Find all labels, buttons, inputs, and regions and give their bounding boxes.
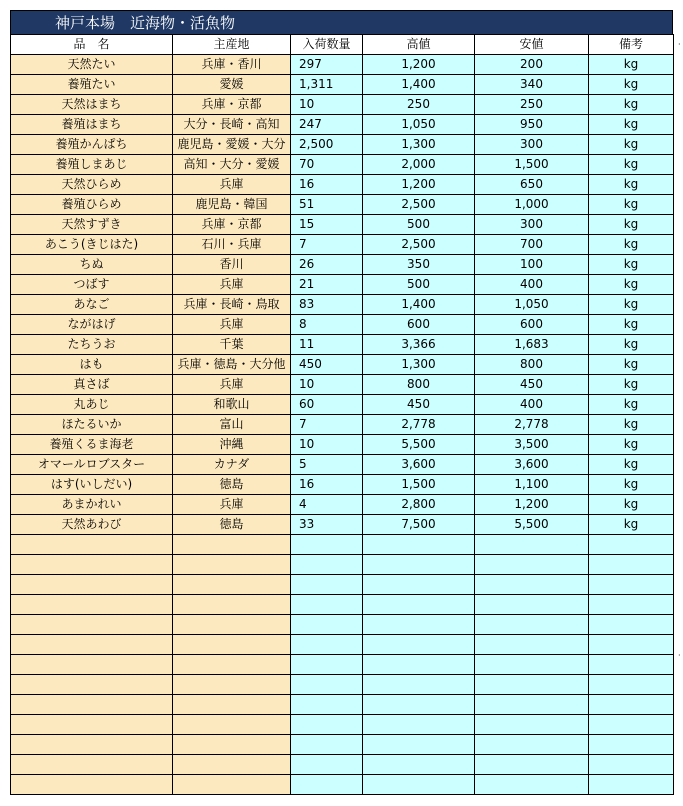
cell-high-empty[interactable] [363, 575, 475, 595]
cell-name[interactable]: 養殖かんぱち [11, 135, 173, 155]
cell-unit[interactable]: kg [589, 475, 674, 495]
table-row [11, 455, 674, 475]
empty-row [11, 595, 674, 615]
cell-low-empty[interactable] [475, 575, 589, 595]
cell-qty-empty[interactable] [291, 595, 363, 615]
cell-unit[interactable]: kg [589, 235, 674, 255]
cell-unit[interactable]: kg [589, 95, 674, 115]
cell-low-empty[interactable] [475, 735, 589, 755]
empty-row [11, 655, 674, 675]
cell-unit[interactable]: kg [589, 435, 674, 455]
cell-high-empty[interactable] [363, 615, 475, 635]
cell-name-empty[interactable] [11, 635, 173, 655]
cell-name[interactable]: 天然あわび [11, 515, 173, 535]
cell-low[interactable]: 1,100 [475, 475, 589, 495]
cell-name[interactable]: 養殖くるま海老 [11, 435, 173, 455]
cell-origin[interactable]: 兵庫・京都 [173, 95, 291, 115]
cell-qty[interactable]: 16 [291, 475, 363, 495]
header-row [11, 35, 674, 55]
edge-mark: · [678, 651, 681, 660]
empty-row [11, 675, 674, 695]
market-price-sheet [10, 10, 673, 795]
cell-name-empty[interactable] [11, 735, 173, 755]
table-row [11, 275, 674, 295]
table-row [11, 335, 674, 355]
empty-row [11, 535, 674, 555]
cell-origin[interactable]: 石川・兵庫 [173, 235, 291, 255]
cell-origin-empty[interactable] [173, 615, 291, 635]
cell-origin[interactable]: 鹿児島・愛媛・大分 [173, 135, 291, 155]
cell-qty[interactable]: 70 [291, 155, 363, 175]
cell-qty[interactable]: 11 [291, 335, 363, 355]
cell-unit[interactable]: kg [589, 395, 674, 415]
cell-high[interactable]: 2,778 [363, 415, 475, 435]
cell-qty[interactable]: 15 [291, 215, 363, 235]
table-row [11, 215, 674, 235]
cell-unit[interactable]: kg [589, 195, 674, 215]
cell-name[interactable]: あこう(きじはた) [11, 235, 173, 255]
cell-qty[interactable]: 83 [291, 295, 363, 315]
cell-unit-empty[interactable] [589, 675, 674, 695]
cell-high-empty[interactable] [363, 655, 475, 675]
cell-origin[interactable]: 兵庫 [173, 275, 291, 295]
edge-mark: · [678, 40, 681, 49]
cell-qty[interactable]: 297 [291, 55, 363, 75]
cell-high[interactable]: 1,500 [363, 475, 475, 495]
cell-low-empty[interactable] [475, 535, 589, 555]
cell-origin-empty[interactable] [173, 775, 291, 795]
cell-name[interactable]: あなご [11, 295, 173, 315]
cell-unit-empty[interactable] [589, 535, 674, 555]
header-name[interactable]: 品 名 [11, 35, 173, 55]
cell-qty[interactable]: 7 [291, 235, 363, 255]
cell-low[interactable]: 5,500 [475, 515, 589, 535]
empty-row [11, 735, 674, 755]
cell-origin[interactable]: 兵庫 [173, 175, 291, 195]
cell-origin-empty[interactable] [173, 715, 291, 735]
cell-qty[interactable]: 16 [291, 175, 363, 195]
cell-name[interactable]: 養殖ひらめ [11, 195, 173, 215]
cell-low-empty[interactable] [475, 655, 589, 675]
cell-origin-empty[interactable] [173, 595, 291, 615]
cell-unit[interactable]: kg [589, 415, 674, 435]
table-row [11, 55, 674, 75]
empty-row [11, 615, 674, 635]
cell-qty[interactable]: 10 [291, 435, 363, 455]
table-row [11, 395, 674, 415]
cell-low[interactable]: 1,000 [475, 195, 589, 215]
cell-qty-empty[interactable] [291, 715, 363, 735]
cell-low-empty[interactable] [475, 635, 589, 655]
cell-low[interactable]: 1,050 [475, 295, 589, 315]
cell-origin[interactable]: 沖縄 [173, 435, 291, 455]
cell-low[interactable]: 3,500 [475, 435, 589, 455]
cell-unit[interactable]: kg [589, 215, 674, 235]
cell-high[interactable]: 500 [363, 215, 475, 235]
cell-origin-empty[interactable] [173, 735, 291, 755]
cell-low[interactable]: 1,500 [475, 155, 589, 175]
cell-origin[interactable]: 徳島 [173, 515, 291, 535]
cell-high[interactable]: 800 [363, 375, 475, 395]
cell-high[interactable]: 7,500 [363, 515, 475, 535]
sheet-title: 神戸本場 近海物・活魚物 [10, 10, 673, 34]
table-row [11, 115, 674, 135]
cell-high-empty[interactable] [363, 755, 475, 775]
cell-qty[interactable]: 4 [291, 495, 363, 515]
table-row [11, 235, 674, 255]
cell-qty[interactable]: 10 [291, 95, 363, 115]
cell-high[interactable]: 2,500 [363, 195, 475, 215]
cell-qty[interactable]: 10 [291, 375, 363, 395]
cell-qty-empty[interactable] [291, 775, 363, 795]
cell-unit[interactable]: kg [589, 335, 674, 355]
cell-name-empty[interactable] [11, 535, 173, 555]
cell-qty[interactable]: 26 [291, 255, 363, 275]
cell-origin[interactable]: 兵庫・長崎・鳥取 [173, 295, 291, 315]
cell-name-empty[interactable] [11, 555, 173, 575]
cell-name[interactable]: たちうお [11, 335, 173, 355]
cell-low[interactable]: 100 [475, 255, 589, 275]
cell-name[interactable]: 天然たい [11, 55, 173, 75]
cell-unit-empty[interactable] [589, 735, 674, 755]
cell-low-empty[interactable] [475, 715, 589, 735]
cell-origin-empty[interactable] [173, 635, 291, 655]
cell-qty-empty[interactable] [291, 555, 363, 575]
cell-origin-empty[interactable] [173, 675, 291, 695]
table-row [11, 95, 674, 115]
cell-low[interactable]: 800 [475, 355, 589, 375]
cell-qty-empty[interactable] [291, 655, 363, 675]
cell-low[interactable]: 300 [475, 215, 589, 235]
cell-name-empty[interactable] [11, 575, 173, 595]
cell-unit[interactable]: kg [589, 115, 674, 135]
cell-qty-empty[interactable] [291, 755, 363, 775]
cell-unit[interactable]: kg [589, 355, 674, 375]
cell-origin[interactable]: 兵庫・香川 [173, 55, 291, 75]
cell-high[interactable]: 2,800 [363, 495, 475, 515]
cell-origin-empty[interactable] [173, 555, 291, 575]
cell-name[interactable]: 天然ひらめ [11, 175, 173, 195]
cell-origin[interactable]: 鹿児島・韓国 [173, 195, 291, 215]
cell-high[interactable]: 1,400 [363, 75, 475, 95]
cell-origin[interactable]: カナダ [173, 455, 291, 475]
cell-qty-empty[interactable] [291, 615, 363, 635]
cell-high[interactable]: 350 [363, 255, 475, 275]
cell-unit-empty[interactable] [589, 595, 674, 615]
cell-unit[interactable]: kg [589, 375, 674, 395]
cell-unit-empty[interactable] [589, 775, 674, 795]
table-row [11, 295, 674, 315]
cell-unit[interactable]: kg [589, 295, 674, 315]
cell-qty-empty[interactable] [291, 635, 363, 655]
cell-name[interactable]: 天然すずき [11, 215, 173, 235]
empty-row [11, 575, 674, 595]
cell-unit-empty[interactable] [589, 555, 674, 575]
cell-high-empty[interactable] [363, 715, 475, 735]
table-row [11, 135, 674, 155]
cell-low-empty[interactable] [475, 675, 589, 695]
cell-origin[interactable]: 香川 [173, 255, 291, 275]
cell-low[interactable]: 250 [475, 95, 589, 115]
cell-low-empty[interactable] [475, 695, 589, 715]
cell-qty-empty[interactable] [291, 535, 363, 555]
cell-high-empty[interactable] [363, 595, 475, 615]
cell-low[interactable]: 400 [475, 275, 589, 295]
cell-high[interactable]: 500 [363, 275, 475, 295]
cell-unit[interactable]: kg [589, 315, 674, 335]
empty-row [11, 555, 674, 575]
cell-high-empty[interactable] [363, 775, 475, 795]
table-row [11, 255, 674, 275]
cell-qty-empty[interactable] [291, 735, 363, 755]
cell-name-empty[interactable] [11, 655, 173, 675]
cell-low[interactable]: 3,600 [475, 455, 589, 475]
cell-low-empty[interactable] [475, 755, 589, 775]
table-body [11, 55, 674, 795]
cell-origin[interactable]: 徳島 [173, 475, 291, 495]
table-row [11, 195, 674, 215]
cell-high[interactable]: 5,500 [363, 435, 475, 455]
cell-name[interactable]: ほたるいか [11, 415, 173, 435]
cell-unit[interactable]: kg [589, 275, 674, 295]
cell-qty[interactable]: 60 [291, 395, 363, 415]
cell-origin[interactable]: 千葉 [173, 335, 291, 355]
cell-low-empty[interactable] [475, 555, 589, 575]
cell-high[interactable]: 1,200 [363, 55, 475, 75]
cell-qty[interactable]: 21 [291, 275, 363, 295]
cell-qty[interactable]: 7 [291, 415, 363, 435]
cell-low[interactable]: 650 [475, 175, 589, 195]
cell-high-empty[interactable] [363, 555, 475, 575]
cell-name[interactable]: 真さば [11, 375, 173, 395]
cell-unit[interactable]: kg [589, 75, 674, 95]
table-row [11, 515, 674, 535]
price-table [10, 34, 674, 795]
cell-origin[interactable]: 兵庫・徳島・大分他 [173, 355, 291, 375]
table-row [11, 355, 674, 375]
cell-unit-empty[interactable] [589, 655, 674, 675]
cell-unit[interactable]: kg [589, 455, 674, 475]
cell-origin[interactable]: 兵庫 [173, 495, 291, 515]
cell-origin-empty[interactable] [173, 575, 291, 595]
cell-unit-empty[interactable] [589, 695, 674, 715]
cell-origin[interactable]: 愛媛 [173, 75, 291, 95]
header-low[interactable]: 安値 [475, 35, 589, 55]
cell-qty[interactable]: 5 [291, 455, 363, 475]
cell-low[interactable]: 200 [475, 55, 589, 75]
empty-row [11, 755, 674, 775]
empty-row [11, 715, 674, 735]
cell-name-empty[interactable] [11, 695, 173, 715]
cell-high[interactable]: 1,200 [363, 175, 475, 195]
cell-qty[interactable]: 247 [291, 115, 363, 135]
cell-origin-empty[interactable] [173, 535, 291, 555]
cell-name[interactable]: 天然はまち [11, 95, 173, 115]
cell-name[interactable]: オマールロブスター [11, 455, 173, 475]
cell-origin[interactable]: 兵庫・京都 [173, 215, 291, 235]
cell-high[interactable]: 250 [363, 95, 475, 115]
cell-low[interactable]: 1,683 [475, 335, 589, 355]
cell-origin[interactable]: 高知・大分・愛媛 [173, 155, 291, 175]
cell-low[interactable]: 2,778 [475, 415, 589, 435]
table-row [11, 475, 674, 495]
cell-low[interactable]: 450 [475, 375, 589, 395]
cell-high[interactable]: 2,000 [363, 155, 475, 175]
cell-name[interactable]: 養殖たい [11, 75, 173, 95]
cell-name[interactable]: 養殖はまち [11, 115, 173, 135]
cell-high-empty[interactable] [363, 535, 475, 555]
empty-row [11, 695, 674, 715]
table-row [11, 315, 674, 335]
cell-unit-empty[interactable] [589, 615, 674, 635]
cell-high[interactable]: 1,050 [363, 115, 475, 135]
cell-low[interactable]: 700 [475, 235, 589, 255]
table-row [11, 375, 674, 395]
cell-qty[interactable]: 51 [291, 195, 363, 215]
cell-high-empty[interactable] [363, 635, 475, 655]
cell-high[interactable]: 1,300 [363, 355, 475, 375]
cell-origin-empty[interactable] [173, 755, 291, 775]
cell-origin[interactable]: 和歌山 [173, 395, 291, 415]
cell-low[interactable]: 600 [475, 315, 589, 335]
cell-name[interactable]: ちぬ [11, 255, 173, 275]
cell-unit[interactable]: kg [589, 55, 674, 75]
cell-qty[interactable]: 33 [291, 515, 363, 535]
cell-unit-empty[interactable] [589, 575, 674, 595]
table-row [11, 435, 674, 455]
cell-high-empty[interactable] [363, 695, 475, 715]
table-row [11, 155, 674, 175]
cell-low[interactable]: 950 [475, 115, 589, 135]
cell-name-empty[interactable] [11, 755, 173, 775]
empty-row [11, 635, 674, 655]
cell-high-empty[interactable] [363, 735, 475, 755]
cell-unit[interactable]: kg [589, 155, 674, 175]
cell-high[interactable]: 3,366 [363, 335, 475, 355]
header-qty[interactable]: 入荷数量 [291, 35, 363, 55]
header-origin[interactable]: 主産地 [173, 35, 291, 55]
cell-origin[interactable]: 大分・長崎・高知 [173, 115, 291, 135]
cell-low[interactable]: 300 [475, 135, 589, 155]
cell-low[interactable]: 1,200 [475, 495, 589, 515]
cell-high-empty[interactable] [363, 675, 475, 695]
cell-high[interactable]: 600 [363, 315, 475, 335]
cell-name-empty[interactable] [11, 675, 173, 695]
cell-name[interactable]: 丸あじ [11, 395, 173, 415]
cell-low-empty[interactable] [475, 615, 589, 635]
cell-low[interactable]: 340 [475, 75, 589, 95]
empty-row [11, 775, 674, 795]
cell-qty[interactable]: 450 [291, 355, 363, 375]
header-high[interactable]: 高値 [363, 35, 475, 55]
table-row [11, 175, 674, 195]
table-row [11, 415, 674, 435]
cell-low-empty[interactable] [475, 775, 589, 795]
cell-name-empty[interactable] [11, 775, 173, 795]
cell-name[interactable]: 養殖しまあじ [11, 155, 173, 175]
cell-unit-empty[interactable] [589, 715, 674, 735]
cell-high[interactable]: 1,300 [363, 135, 475, 155]
cell-name[interactable]: あまかれい [11, 495, 173, 515]
cell-origin[interactable]: 兵庫 [173, 315, 291, 335]
cell-low-empty[interactable] [475, 595, 589, 615]
cell-high[interactable]: 1,400 [363, 295, 475, 315]
cell-unit-empty[interactable] [589, 755, 674, 775]
cell-origin[interactable]: 兵庫 [173, 375, 291, 395]
cell-unit[interactable]: kg [589, 175, 674, 195]
cell-name[interactable]: はす(いしだい) [11, 475, 173, 495]
cell-name[interactable]: ながはげ [11, 315, 173, 335]
cell-unit[interactable]: kg [589, 255, 674, 275]
cell-high[interactable]: 450 [363, 395, 475, 415]
cell-qty-empty[interactable] [291, 695, 363, 715]
table-row [11, 75, 674, 95]
cell-origin-empty[interactable] [173, 655, 291, 675]
cell-high[interactable]: 2,500 [363, 235, 475, 255]
cell-name[interactable]: つばす [11, 275, 173, 295]
cell-qty[interactable]: 1,311 [291, 75, 363, 95]
cell-qty[interactable]: 2,500 [291, 135, 363, 155]
cell-name-empty[interactable] [11, 715, 173, 735]
cell-qty[interactable]: 8 [291, 315, 363, 335]
cell-name-empty[interactable] [11, 595, 173, 615]
table-row [11, 495, 674, 515]
cell-qty-empty[interactable] [291, 675, 363, 695]
cell-high[interactable]: 3,600 [363, 455, 475, 475]
cell-name[interactable]: はも [11, 355, 173, 375]
cell-qty-empty[interactable] [291, 575, 363, 595]
header-note[interactable]: 備考 [589, 35, 674, 55]
cell-origin[interactable]: 富山 [173, 415, 291, 435]
cell-low[interactable]: 400 [475, 395, 589, 415]
cell-origin-empty[interactable] [173, 695, 291, 715]
cell-unit[interactable]: kg [589, 495, 674, 515]
cell-unit[interactable]: kg [589, 515, 674, 535]
cell-name-empty[interactable] [11, 615, 173, 635]
cell-unit[interactable]: kg [589, 135, 674, 155]
cell-unit-empty[interactable] [589, 635, 674, 655]
